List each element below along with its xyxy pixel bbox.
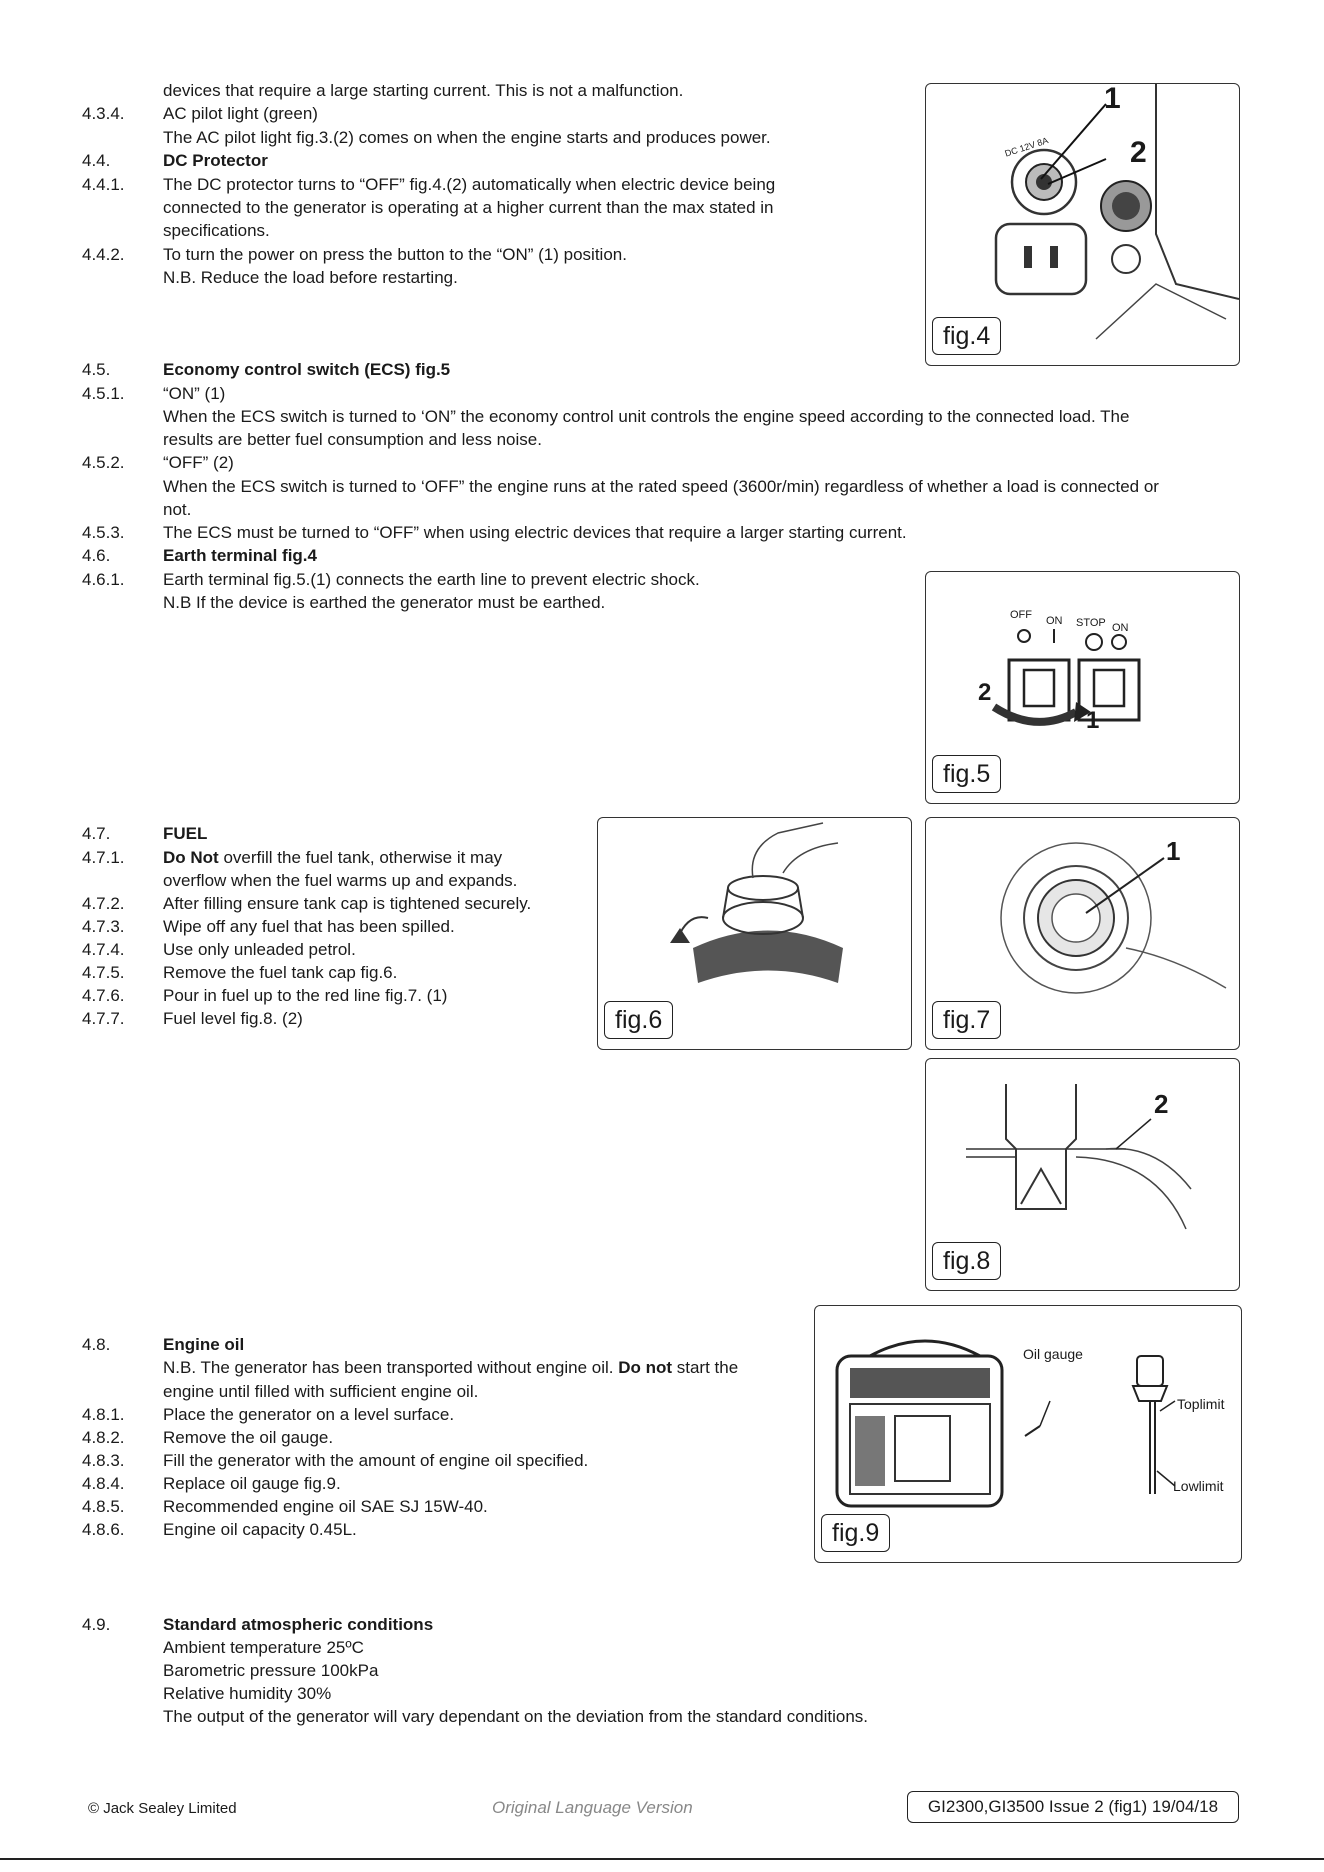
text-line: The ECS must be turned to “OFF” when using electric devices that require a larger starting current.	[163, 523, 907, 542]
text-line: Pour in fuel up to the red line fig.7. (1)	[163, 986, 448, 1005]
section-number: 4.4.1.	[82, 175, 125, 194]
section-number: 4.6.	[82, 546, 111, 565]
text-line	[163, 846, 502, 869]
text-line: “OFF” (2)	[163, 453, 234, 472]
section-number: 4.5.2.	[82, 453, 125, 472]
text-line: Earth terminal fig.5.(1) connects the earth line to prevent electric shock.	[163, 570, 700, 589]
callout-1: 1	[1166, 836, 1181, 866]
section-heading: Standard atmospheric conditions	[163, 1615, 434, 1634]
figure-label: fig.6	[604, 1001, 673, 1039]
emphasis-text: Do not	[618, 1358, 673, 1377]
emphasis-text: Do Not	[163, 848, 219, 867]
text-line: Recommended engine oil SAE SJ 15W-40.	[163, 1497, 488, 1516]
text-line: After filling ensure tank cap is tightened securely.	[163, 894, 532, 913]
text-line: Barometric pressure 100kPa	[163, 1661, 379, 1680]
figure-4	[925, 83, 1240, 366]
off-label: OFF	[1010, 609, 1032, 621]
text-run: N.B. The generator has been transported without engine oil.	[163, 1358, 619, 1377]
text-line	[163, 1356, 738, 1379]
section-number: 4.7.3.	[82, 917, 125, 936]
figure-8	[925, 1058, 1240, 1291]
toplimit-label: Toplimit	[1177, 1396, 1225, 1412]
oil-gauge-label: Oil gauge	[1023, 1346, 1083, 1362]
text-line: connected to the generator is operating at a higher current than the max stated in	[163, 198, 774, 217]
section-heading: Earth terminal fig.4	[163, 546, 317, 565]
section-number: 4.7.1.	[82, 848, 125, 867]
text-line: Engine oil capacity 0.45L.	[163, 1520, 357, 1539]
section-heading: DC Protector	[163, 151, 268, 170]
section-number: 4.7.	[82, 824, 111, 843]
text-line: To turn the power on press the button to the “ON” (1) position.	[163, 245, 627, 264]
section-number: 4.7.4.	[82, 940, 125, 959]
text-line: “ON” (1)	[163, 384, 226, 403]
section-heading: Economy control switch (ECS) fig.5	[163, 360, 451, 379]
text-line: Fill the generator with the amount of engine oil specified.	[163, 1451, 589, 1470]
section-number: 4.6.1.	[82, 570, 125, 589]
figure-label: fig.5	[932, 755, 1001, 793]
section-number: 4.8.4.	[82, 1474, 125, 1493]
text-run: overfill the fuel tank, otherwise it may	[218, 848, 503, 867]
section-number: 4.7.2.	[82, 894, 125, 913]
figure-9	[814, 1305, 1242, 1563]
section-title: AC pilot light (green)	[163, 104, 318, 123]
text-line: devices that require a large starting current. This is not a malfunction.	[163, 81, 684, 100]
section-number: 4.7.6.	[82, 986, 125, 1005]
section-heading: FUEL	[163, 824, 208, 843]
figure-7	[925, 817, 1240, 1050]
figure-label: fig.8	[932, 1242, 1001, 1280]
lowlimit-label: Lowlimit	[1173, 1478, 1224, 1494]
figure-6	[597, 817, 912, 1050]
text-line: engine until filled with sufficient engine oil.	[163, 1382, 479, 1401]
on-label-2: ON	[1112, 622, 1129, 634]
section-number: 4.5.1.	[82, 384, 125, 403]
callout-1: 1	[1086, 707, 1100, 734]
section-number: 4.4.	[82, 151, 111, 170]
section-heading: Engine oil	[163, 1335, 245, 1354]
document-id: GI2300,GI3500 Issue 2 (fig1) 19/04/18	[907, 1791, 1239, 1823]
text-run: start the	[672, 1358, 739, 1377]
section-number: 4.3.4.	[82, 104, 125, 123]
figure-label: fig.4	[932, 317, 1001, 355]
section-number: 4.5.3.	[82, 523, 125, 542]
panel-text: DC 12V 8A	[1003, 135, 1050, 159]
text-line: Wipe off any fuel that has been spilled.	[163, 917, 455, 936]
text-line: N.B. Reduce the load before restarting.	[163, 268, 458, 287]
stop-label: STOP	[1076, 617, 1106, 629]
text-line: Fuel level fig.8. (2)	[163, 1009, 303, 1028]
text-line: Use only unleaded petrol.	[163, 940, 356, 959]
section-number: 4.5.	[82, 360, 111, 379]
page-rule	[0, 1858, 1324, 1860]
figure-label: fig.9	[821, 1514, 890, 1552]
text-line: Relative humidity 30%	[163, 1684, 332, 1703]
section-number: 4.9.	[82, 1615, 111, 1634]
text-line: not.	[163, 500, 192, 519]
callout-2: 2	[1130, 136, 1147, 169]
section-number: 4.8.5.	[82, 1497, 125, 1516]
language-version: Original Language Version	[492, 1798, 693, 1817]
text-line: Place the generator on a level surface.	[163, 1405, 455, 1424]
text-line: Replace oil gauge fig.9.	[163, 1474, 341, 1493]
callout-1: 1	[1104, 83, 1121, 115]
section-number: 4.4.2.	[82, 245, 125, 264]
callout-2: 2	[1154, 1089, 1169, 1119]
text-line: overflow when the fuel warms up and expands.	[163, 871, 518, 890]
callout-2: 2	[978, 679, 992, 706]
text-line: results are better fuel consumption and less noise.	[163, 430, 542, 449]
text-line: Remove the oil gauge.	[163, 1428, 334, 1447]
text-line: Remove the fuel tank cap fig.6.	[163, 963, 398, 982]
section-number: 4.8.3.	[82, 1451, 125, 1470]
figure-label: fig.7	[932, 1001, 1001, 1039]
section-number: 4.8.1.	[82, 1405, 125, 1424]
text-line: When the ECS switch is turned to ‘OFF” the engine runs at the rated speed (3600r/min) regardless of whether a load is connected or	[163, 477, 1159, 496]
section-number: 4.7.5.	[82, 963, 125, 982]
figure-5	[925, 571, 1240, 804]
text-line: The DC protector turns to “OFF” fig.4.(2) automatically when electric device being	[163, 175, 776, 194]
section-number: 4.8.	[82, 1335, 111, 1354]
text-line: The AC pilot light fig.3.(2) comes on when the engine starts and produces power.	[163, 128, 771, 147]
text-line: N.B If the device is earthed the generator must be earthed.	[163, 593, 606, 612]
section-number: 4.8.2.	[82, 1428, 125, 1447]
text-line: Ambient temperature 25ºC	[163, 1638, 364, 1657]
text-line: specifications.	[163, 221, 270, 240]
section-number: 4.8.6.	[82, 1520, 125, 1539]
text-line: The output of the generator will vary dependant on the deviation from the standard conditions.	[163, 1707, 869, 1726]
copyright: © Jack Sealey Limited	[88, 1800, 237, 1817]
text-line: When the ECS switch is turned to ‘ON” the economy control unit controls the engine speed according to the connected load. The	[163, 407, 1130, 426]
section-number: 4.7.7.	[82, 1009, 125, 1028]
on-label: ON	[1046, 615, 1063, 627]
